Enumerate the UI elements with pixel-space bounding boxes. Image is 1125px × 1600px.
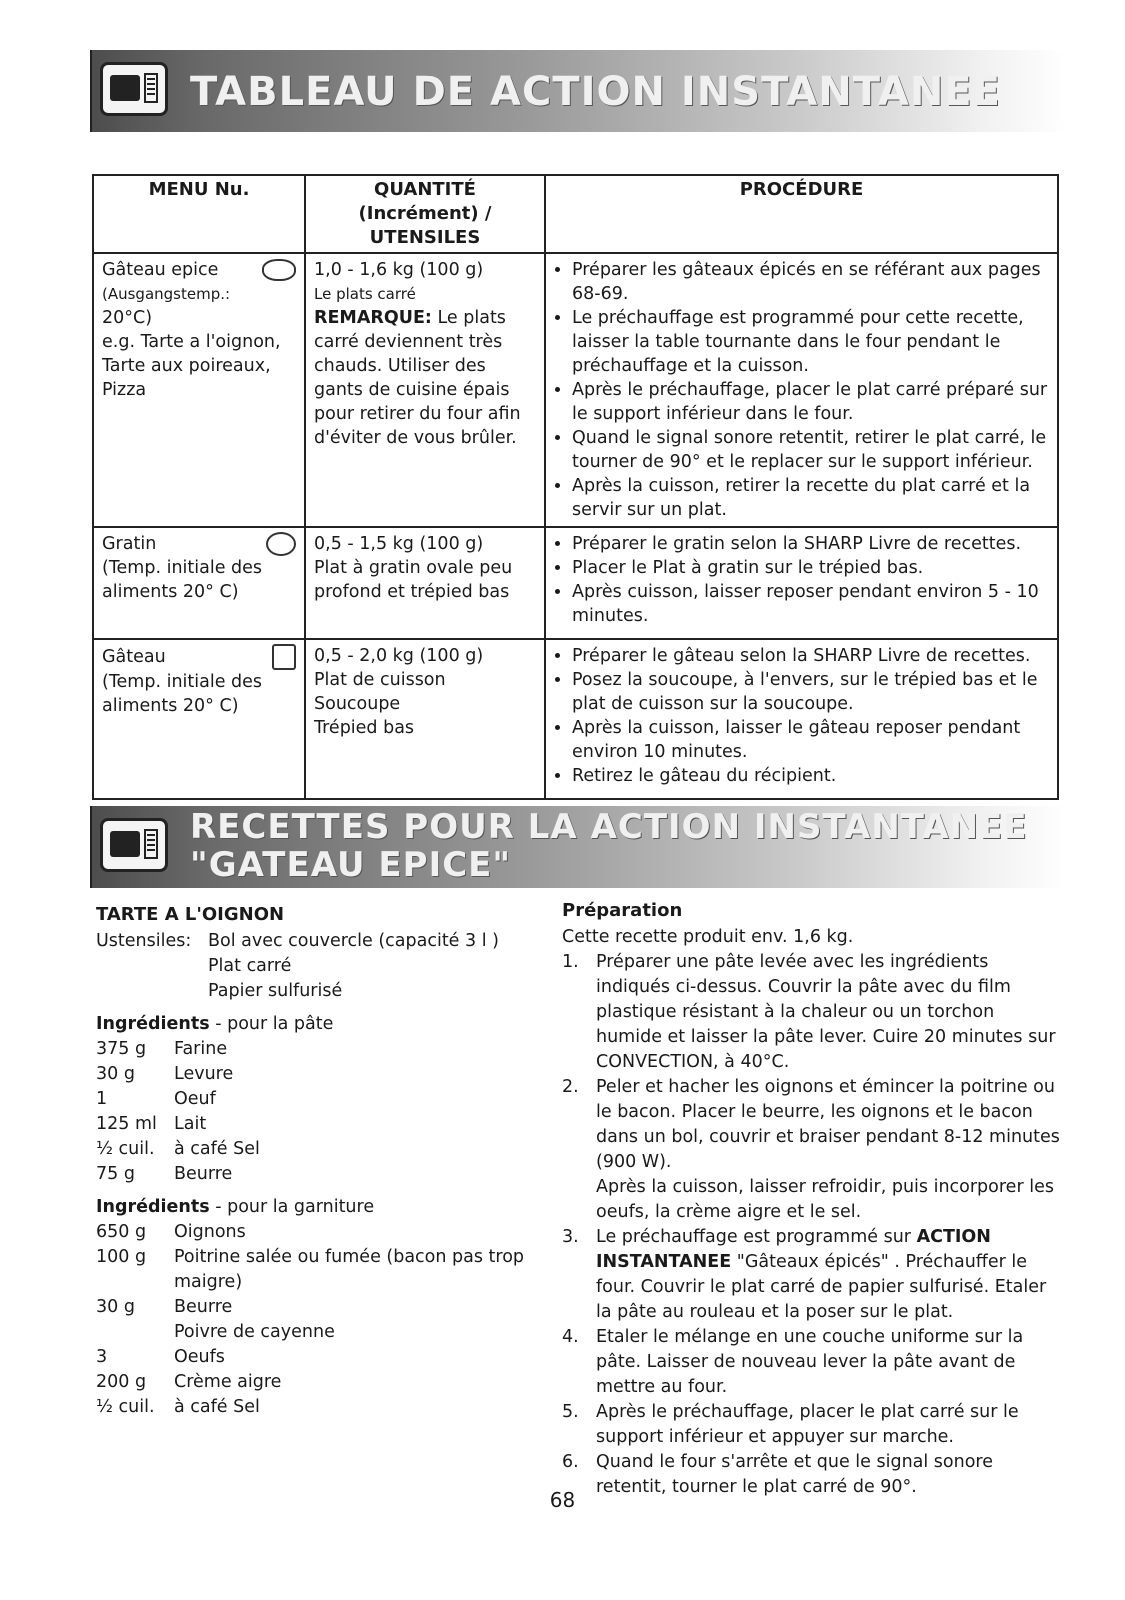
procedure-step: • Préparer le gâteau selon la SHARP Livre de recettes. (572, 644, 1049, 668)
preparation-column (562, 900, 1062, 1500)
utensil-item: Plat carré (208, 956, 292, 976)
spice-cake-icon (262, 259, 296, 281)
quantity-cell (305, 639, 545, 799)
ingredient-list-dough (96, 1037, 546, 1187)
instant-action-table (92, 174, 1059, 800)
menu-line: Tarte aux poireaux, (102, 356, 271, 376)
qty-line: Plat de cuisson (314, 670, 446, 690)
utensil-item: Bol avec couvercle (capacité 3 l ) (208, 931, 499, 951)
step-number: 6. (562, 1452, 579, 1472)
step-number: 1. (562, 952, 579, 972)
procedure-step: • Après le préchauffage, placer le plat carré préparé sur le support inférieur dans le four. (572, 378, 1049, 426)
ingredient-qty: 200 g (96, 1372, 147, 1392)
procedure-cell (545, 527, 1058, 639)
gratin-icon (266, 532, 296, 556)
list-item (96, 1112, 546, 1137)
remark-text: Le plats carré deviennent très chauds. Utiliser des gants de cuisine épais pour retirer du four afin d'éviter de vous brûler. (314, 308, 521, 448)
quantity-cell (305, 527, 545, 639)
qty-line: 1,0 - 1,6 kg (100 g) (314, 260, 484, 280)
ingredient-name: Beurre (174, 1164, 233, 1184)
menu-name: Gâteau epice (102, 260, 219, 280)
menu-cell (93, 639, 305, 799)
ingredient-qty (96, 1320, 174, 1345)
ingredient-qty: 100 g (96, 1247, 147, 1267)
menu-line: e.g. Tarte a l'oignon, (102, 332, 281, 352)
ingredients-suffix: - pour la pâte (209, 1014, 334, 1034)
list-item (96, 1062, 546, 1087)
remark-label: REMARQUE: (314, 308, 432, 328)
table-row (93, 527, 1058, 639)
list-item (96, 1137, 546, 1162)
list-item (562, 1400, 1062, 1450)
step-text: "Gâteaux épicés" . Préchauffer le four. Couvrir le plat carré de papier sulfurisé. Etaler la pâte au rouleau et la poser sur le plat. (596, 1252, 1047, 1322)
list-item (562, 1225, 1062, 1325)
recipe-column (96, 900, 546, 1420)
preparation-steps (562, 950, 1062, 1500)
ingredient-qty: 30 g (96, 1297, 135, 1317)
banner-title: TABLEAU DE ACTION INSTANTANEE (190, 69, 1001, 115)
ingredient-qty: 75 g (96, 1164, 135, 1184)
list-item (96, 1087, 546, 1112)
menu-line: aliments 20° C) (102, 696, 239, 716)
list-item (96, 1295, 546, 1320)
ingredient-qty: 650 g (96, 1222, 147, 1242)
step-text: Après le préchauffage, placer le plat carré sur le support inférieur et appuyer sur marche. (596, 1402, 1019, 1447)
step-number: 2. (562, 1077, 579, 1097)
ingredient-name: Beurre (174, 1297, 233, 1317)
section-banner-recipes (90, 806, 1067, 888)
menu-line: Pizza (102, 380, 147, 400)
procedure-step: • Placer le Plat à gratin sur le trépied bas. (572, 556, 1049, 580)
menu-line: (Ausgangstemp.: (102, 285, 231, 303)
section-banner-action-table (90, 50, 1067, 132)
step-bold: ACTION INSTANTANEE (596, 1227, 991, 1272)
ingredient-name: à café Sel (174, 1139, 260, 1159)
ingredient-name: Farine (174, 1039, 228, 1059)
list-item (96, 1162, 546, 1187)
menu-line: (Temp. initiale des (102, 558, 263, 578)
recipe-title: TARTE A L'OIGNON (96, 904, 285, 925)
procedure-step: • Après la cuisson, laisser le gâteau reposer pendant environ 10 minutes. (572, 716, 1049, 764)
ingredient-name: Oeufs (174, 1347, 225, 1367)
step-text: Peler et hacher les oignons et émincer la poitrine ou le bacon. Placer le beurre, les oignons et le bacon dans un bol, couvrir et braiser pendant 8-12 minutes (900 W). (596, 1077, 1060, 1172)
header-quantity: QUANTITÉ (Incrément) / UTENSILES (305, 175, 545, 253)
menu-line: 20°C) (102, 308, 153, 328)
ingredients-label: Ingrédients (96, 1014, 210, 1034)
qty-line: Trépied bas (314, 718, 415, 738)
ingredients-heading-topping (96, 1195, 546, 1220)
header-menu: MENU Nu. (93, 175, 305, 253)
ingredient-name: à café Sel (174, 1397, 260, 1417)
ingredient-qty: 125 ml (96, 1114, 157, 1134)
qty-line: Le plats carré (314, 285, 416, 303)
procedure-cell (545, 253, 1058, 527)
step-number: 3. (562, 1227, 579, 1247)
step-text: Préparer une pâte levée avec les ingrédients indiqués ci-dessus. Couvrir la pâte avec du film plastique résistant à la chaleur ou un torchon humide et laisser la pâte lever. Cuire 20 minutes sur CONVECTION, à 40°C. (596, 952, 1056, 1072)
utensils-label: Ustensiles: (96, 931, 192, 951)
microwave-icon (100, 62, 168, 116)
procedure-step: • Après cuisson, laisser reposer pendant environ 5 - 10 minutes. (572, 580, 1049, 628)
preparation-intro: Cette recette produit env. 1,6 kg. (562, 927, 854, 947)
ingredient-name: Lait (174, 1114, 207, 1134)
microwave-icon (100, 818, 168, 872)
procedure-cell (545, 639, 1058, 799)
list-item (96, 1245, 546, 1295)
ingredient-name: Poivre de cayenne (174, 1322, 335, 1342)
qty-line: profond et trépied bas (314, 582, 510, 602)
page-number: 68 (549, 1488, 576, 1512)
menu-name: Gratin (102, 534, 157, 554)
step-text: Quand le four s'arrête et que le signal sonore retentit, tourner le plat carré de 90°. (596, 1452, 994, 1497)
step-text: Le préchauffage est programmé sur (596, 1227, 917, 1247)
list-item (96, 1345, 546, 1370)
procedure-step: • Préparer les gâteaux épicés en se référant aux pages 68-69. (572, 258, 1049, 306)
procedure-step: • Le préchauffage est programmé pour cette recette, laisser la table tournante dans le four pendant le préchauffage et la cuisson. (572, 306, 1049, 378)
list-item (96, 1320, 546, 1345)
list-item (96, 1370, 546, 1395)
procedure-step: • Retirez le gâteau du récipient. (572, 764, 1049, 788)
ingredient-qty: ½ cuil. (96, 1139, 155, 1159)
utensils (96, 929, 546, 1004)
ingredient-name: Crème aigre (174, 1372, 282, 1392)
preparation-title: Préparation (562, 900, 683, 921)
header-procedure: PROCÉDURE (545, 175, 1058, 253)
menu-cell (93, 253, 305, 527)
quantity-cell (305, 253, 545, 527)
list-item (562, 950, 1062, 1075)
qty-line: Soucoupe (314, 694, 401, 714)
ingredient-name: Levure (174, 1064, 234, 1084)
utensil-item: Papier sulfurisé (208, 981, 343, 1001)
menu-cell (93, 527, 305, 639)
step-number: 5. (562, 1402, 579, 1422)
ingredient-qty: 3 (96, 1347, 108, 1367)
list-item (96, 1395, 546, 1420)
ingredient-name: Oignons (174, 1222, 246, 1242)
step-text-extra: Après la cuisson, laisser refroidir, puis incorporer les oeufs, la crème aigre et le sel. (596, 1177, 1054, 1222)
cake-icon (272, 644, 296, 670)
procedure-step: • Posez la soucoupe, à l'envers, sur le trépied bas et le plat de cuisson sur la soucoupe. (572, 668, 1049, 716)
list-item (562, 1075, 1062, 1225)
menu-line: (Temp. initiale des (102, 672, 263, 692)
list-item (96, 1037, 546, 1062)
ingredient-name: Poitrine salée ou fumée (bacon pas trop maigre) (174, 1247, 525, 1292)
table-row (93, 639, 1058, 799)
remark (314, 306, 536, 450)
banner-title-line1: RECETTES POUR LA ACTION INSTANTANEE (190, 807, 1028, 847)
procedure-step: • Après la cuisson, retirer la recette du plat carré et la servir sur un plat. (572, 474, 1049, 522)
table-header-row (93, 175, 1058, 253)
menu-name: Gâteau (102, 647, 166, 667)
menu-line: aliments 20° C) (102, 582, 239, 602)
qty-line: 0,5 - 2,0 kg (100 g) (314, 646, 484, 666)
list-item (562, 1325, 1062, 1400)
ingredient-name: Oeuf (174, 1089, 216, 1109)
ingredients-suffix: - pour la garniture (209, 1197, 375, 1217)
procedure-step: • Quand le signal sonore retentit, retirer le plat carré, le tourner de 90° et le replacer sur le support inférieur. (572, 426, 1049, 474)
ingredient-qty: ½ cuil. (96, 1397, 155, 1417)
table-row (93, 253, 1058, 527)
list-item (96, 1220, 546, 1245)
ingredient-qty: 375 g (96, 1039, 147, 1059)
ingredients-label: Ingrédients (96, 1197, 210, 1217)
banner-title-line2: "GATEAU EPICE" (190, 845, 512, 885)
step-number: 4. (562, 1327, 579, 1347)
qty-line: Plat à gratin ovale peu (314, 558, 513, 578)
procedure-step: • Préparer le gratin selon la SHARP Livre de recettes. (572, 532, 1049, 556)
step-text: Etaler le mélange en une couche uniforme sur la pâte. Laisser de nouveau lever la pâte avant de mettre au four. (596, 1327, 1024, 1397)
ingredient-list-topping (96, 1220, 546, 1420)
ingredient-qty: 1 (96, 1089, 108, 1109)
ingredients-heading-dough (96, 1012, 546, 1037)
qty-line: 0,5 - 1,5 kg (100 g) (314, 534, 484, 554)
ingredient-qty: 30 g (96, 1064, 135, 1084)
